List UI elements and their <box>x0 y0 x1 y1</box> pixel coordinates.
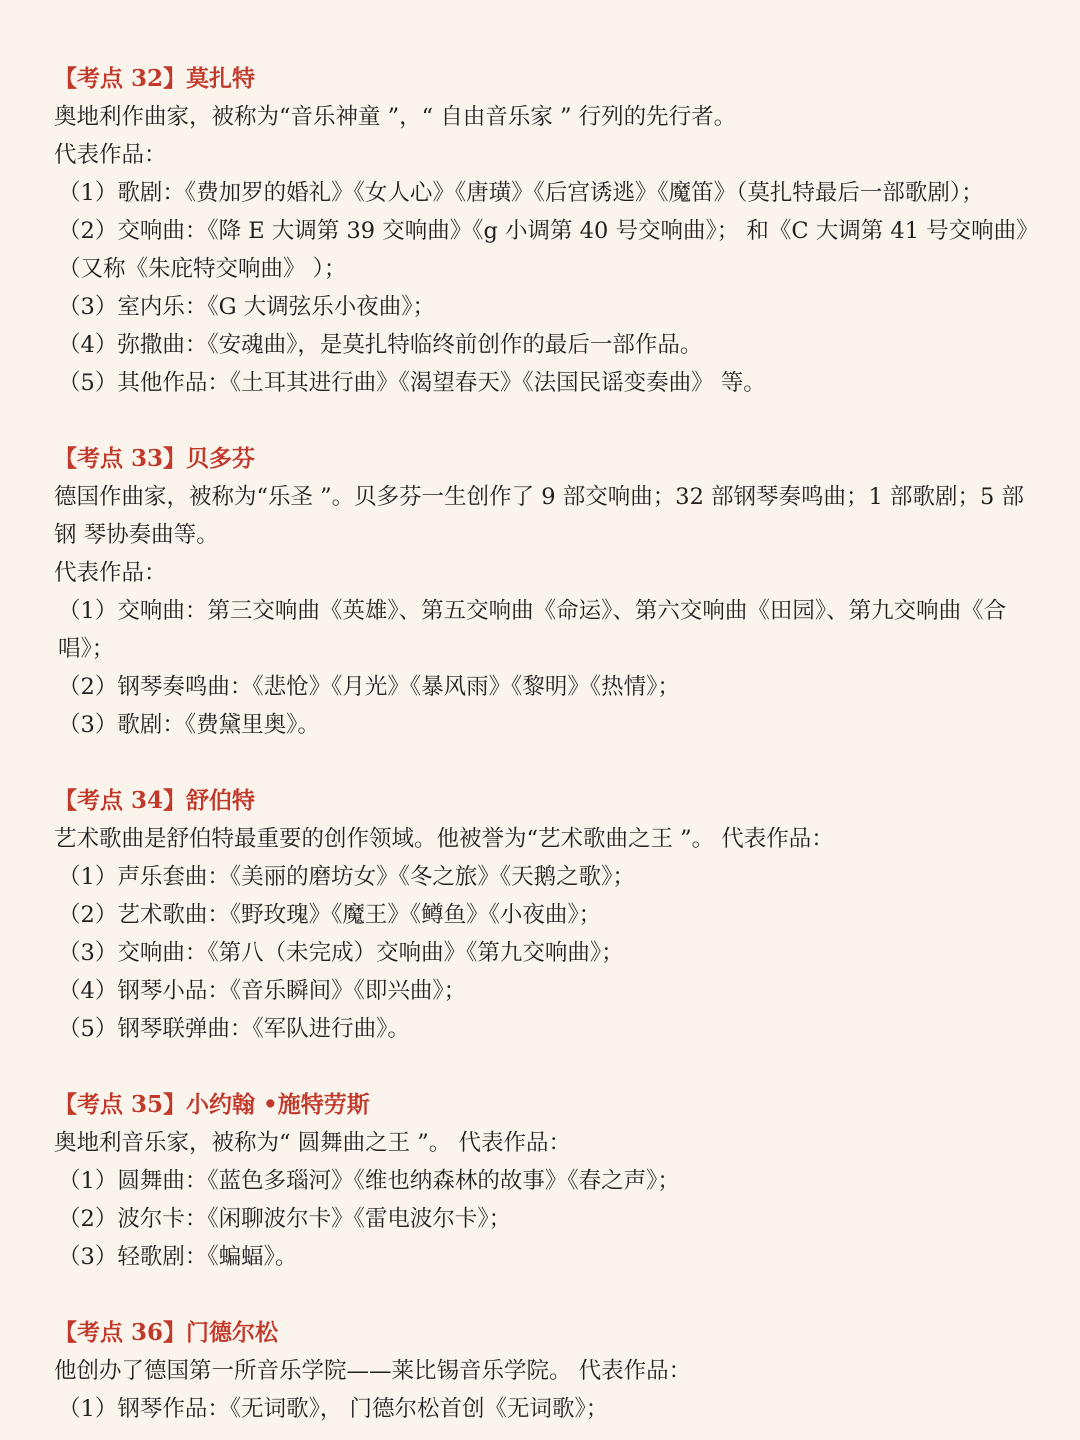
list-item: （1）钢琴作品：《无词歌》， 门德尔松首创《无词歌》； <box>58 1396 609 1422</box>
list-item: （1）声乐套曲：《美丽的磨坊女》《冬之旅》《天鹅之歌》； <box>58 864 635 890</box>
works-label: 代表作品： <box>54 560 167 586</box>
section-heading: 【考点 36】门德尔松 <box>54 1319 279 1346</box>
section-schubert <box>54 782 1046 1048</box>
list-item: （3）交响曲：《第八（未完成）交响曲》《第九交响曲》； <box>58 940 624 966</box>
list-item: （2）艺术歌曲：《野玫瑰》《魔王》《鳟鱼》《小夜曲》； <box>58 902 602 928</box>
section-intro: 奥地利音乐家，被称为“ 圆舞曲之王 ”。 代表作品： <box>54 1130 571 1156</box>
list-item: （1）歌剧：《费加罗的婚礼》《女人心》《唐璜》《后宫诱逃》《魔笛》（莫扎特最后一部歌剧）； <box>58 180 984 206</box>
section-mozart <box>54 60 1046 402</box>
section-heading: 【考点 33】贝多芬 <box>54 445 256 472</box>
list-item: （1）交响曲：第三交响曲《英雄》、第五交响曲《命运》、第六交响曲《田园》、第九交响曲《合唱》； <box>58 598 1007 662</box>
list-item: （3）轻歌剧：《蝙蝠》。 <box>58 1244 298 1270</box>
list-item: （4）钢琴小品：《音乐瞬间》《即兴曲》； <box>58 978 467 1004</box>
section-intro: 艺术歌曲是舒伯特最重要的创作领域。他被誉为“艺术歌曲之王 ”。 代表作品： <box>54 826 834 852</box>
section-heading: 【考点 35】小约翰 •施特劳斯 <box>54 1091 370 1118</box>
list-item: （3）歌剧：《费黛里奥》。 <box>58 712 320 738</box>
list-item: （2）钢琴奏鸣曲：《悲怆》《月光》《暴风雨》《黎明》《热情》； <box>58 674 680 700</box>
list-item: （3）室内乐：《G 大调弦乐小夜曲》； <box>58 294 435 320</box>
section-heading: 【考点 34】舒伯特 <box>54 787 256 814</box>
works-label: 代表作品： <box>54 142 167 168</box>
list-item: （5）其他作品：《土耳其进行曲》《渴望春天》《法国民谣变奏曲》 等。 <box>58 370 766 396</box>
section-mendelssohn <box>54 1314 1046 1428</box>
section-heading: 【考点 32】莫扎特 <box>54 65 256 92</box>
list-item: （2）波尔卡：《闲聊波尔卡》《雷电波尔卡》； <box>58 1206 512 1232</box>
list-item: （1）圆舞曲：《蓝色多瑙河》《维也纳森林的故事》《春之声》； <box>58 1168 680 1194</box>
section-intro: 奥地利作曲家，被称为“音乐神童 ”，“ 自由音乐家 ” 行列的先行者。 <box>54 104 737 130</box>
section-beethoven <box>54 440 1046 744</box>
list-item: （4）弥撒曲：《安魂曲》，是莫扎特临终前创作的最后一部作品。 <box>58 332 703 358</box>
section-intro: 德国作曲家，被称为“乐圣 ”。贝多芬一生创作了 9 部交响曲；32 部钢琴奏鸣曲；1 部歌剧；5 部钢 琴协奏曲等。 <box>54 484 1024 548</box>
list-item: （5）钢琴联弹曲：《军队进行曲》。 <box>58 1016 410 1042</box>
section-johann-strauss <box>54 1086 1046 1276</box>
section-intro: 他创办了德国第一所音乐学院——莱比锡音乐学院。 代表作品： <box>54 1358 692 1384</box>
list-item: （2）交响曲：《降 E 大调第 39 交响曲》《g 小调第 40 号交响曲》； 和《C 大调第 41 号交响曲》（又称《朱庇特交响曲》 ）； <box>58 218 1039 282</box>
